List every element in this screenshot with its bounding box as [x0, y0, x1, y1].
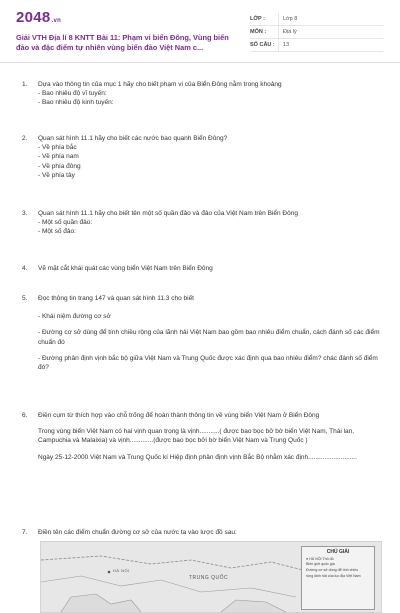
- question-text: Điền tên các điểm chuẩn đường cơ sở của nước ta vào lược đồ sau:: [38, 529, 237, 536]
- question-sub: - Về phía bắc: [38, 144, 77, 152]
- question-paragraph: - Đường cơ sở dùng để tính chiều rộng của lãnh hải Việt Nam bao gồm bao nhiêu điểm chuẩn, cách đánh số các điểm chuẩn đó: [38, 329, 380, 346]
- question-text: Quan sát hình 11.1 hãy cho biết tên một số quần đảo và đảo của Việt Nam trên Biển Đông: [38, 210, 298, 217]
- question-text: Dựa vào thông tin của mục 1 hãy cho biết phạm vi của Biển Đông nằm trong khoảng: [38, 81, 282, 88]
- map-label-country: TRUNG QUỐC: [189, 575, 229, 581]
- question-text: Quan sát hình 11.1 hãy cho biết các nước bao quanh Biển Đông?: [38, 135, 228, 142]
- meta-table: [250, 13, 383, 52]
- legend-item: ● HÀ NỘI Thủ đô: [306, 556, 334, 561]
- question-sub: - Về phía đông: [38, 162, 81, 170]
- question-2: [22, 134, 386, 180]
- logo-suffix: .vn: [51, 18, 62, 24]
- question-sub: - Một số quần đảo:: [38, 219, 93, 227]
- question-sub: - Về phía nam: [38, 153, 79, 161]
- meta-label: SỐ CÂU :: [250, 39, 279, 52]
- question-6: [22, 411, 386, 462]
- question-paragraph: Ngày 25-12-2000 Việt Nam và Trung Quốc kí Hiệp định phân định vịnh Bắc Bộ nhằm xác định...........................: [38, 453, 357, 461]
- question-paragraph: - Đường phân định vịnh bắc bộ giữa Việt Nam và Trung Quốc được xác định qua bao nhiêu điểm? chác đánh số điểm đó?: [38, 354, 378, 372]
- map-label-city: HÀ NỘI: [113, 568, 130, 573]
- legend-item: Biên giới quốc gia: [306, 562, 335, 567]
- meta-value: Lớp 8: [279, 13, 384, 26]
- question-text: Điền cụm từ thích hợp vào chỗ trống để hoàn thành thông tin về vùng biển Việt Nam ở Biển Đông: [38, 412, 320, 419]
- question-number: 5.: [22, 295, 28, 302]
- question-5: [22, 294, 386, 372]
- meta-row-class: [250, 13, 383, 26]
- header: [0, 0, 400, 63]
- map-image: [40, 541, 382, 613]
- meta-row-count: [250, 39, 383, 52]
- question-text: Vẽ mặt cắt khái quát các vùng biển Việt Nam trên Biển Đông: [38, 265, 213, 272]
- question-4: [22, 264, 386, 273]
- question-paragraph: Trong vùng biển Việt Nam có hai vịnh quan trọng là vịnh...........( được bao bọc bở bờ biển Việt Nam, Thái lan, Campuchia và Malaixia) và vịnh.............(được bao bọc bởi bờ biển Việt Nam và Trung Quốc ): [38, 428, 355, 445]
- question-paragraph: - Khái niệm đường cơ sở: [38, 313, 111, 321]
- legend-item: Đường cơ sở dùng để tính chiều: [306, 567, 359, 572]
- meta-value: 13: [279, 39, 384, 52]
- meta-label: MÔN :: [250, 26, 279, 39]
- question-sub: - Về phía tây: [38, 171, 75, 179]
- question-number: 3.: [22, 210, 28, 217]
- question-sub: - Bao nhiêu độ vĩ tuyến:: [38, 90, 107, 98]
- question-number: 4.: [22, 265, 28, 272]
- question-3: [22, 209, 386, 237]
- question-number: 6.: [22, 412, 28, 419]
- question-sub: - Một số đảo:: [38, 228, 76, 236]
- meta-label: LỚP :: [250, 13, 279, 26]
- meta-value: Địa lý: [279, 26, 384, 39]
- legend-title: CHÚ GIẢI: [326, 549, 350, 555]
- question-number: 7.: [22, 529, 28, 536]
- question-1: [22, 80, 386, 108]
- legend-item: rộng lãnh hải của lục địa Việt Nam: [306, 573, 361, 578]
- map-legend: [301, 546, 375, 610]
- question-text: Đọc thông tin trang 147 và quan sát hình 11.3 cho biết: [38, 295, 194, 302]
- question-number: 1.: [22, 81, 28, 88]
- question-sub: - Bao nhiêu độ kinh tuyến:: [38, 99, 114, 107]
- logo-text: 2048: [16, 9, 51, 26]
- meta-row-subject: [250, 26, 383, 39]
- question-number: 2.: [22, 135, 28, 142]
- site-logo[interactable]: [16, 9, 61, 26]
- question-7: [22, 528, 386, 537]
- document-title: Giải VTH Địa lí 8 KNTT Bài 11: Phạm vi biển Đông, Vùng biển đảo và đặc điểm tự nhiên vùng biển đảo Việt Nam c...: [16, 33, 229, 52]
